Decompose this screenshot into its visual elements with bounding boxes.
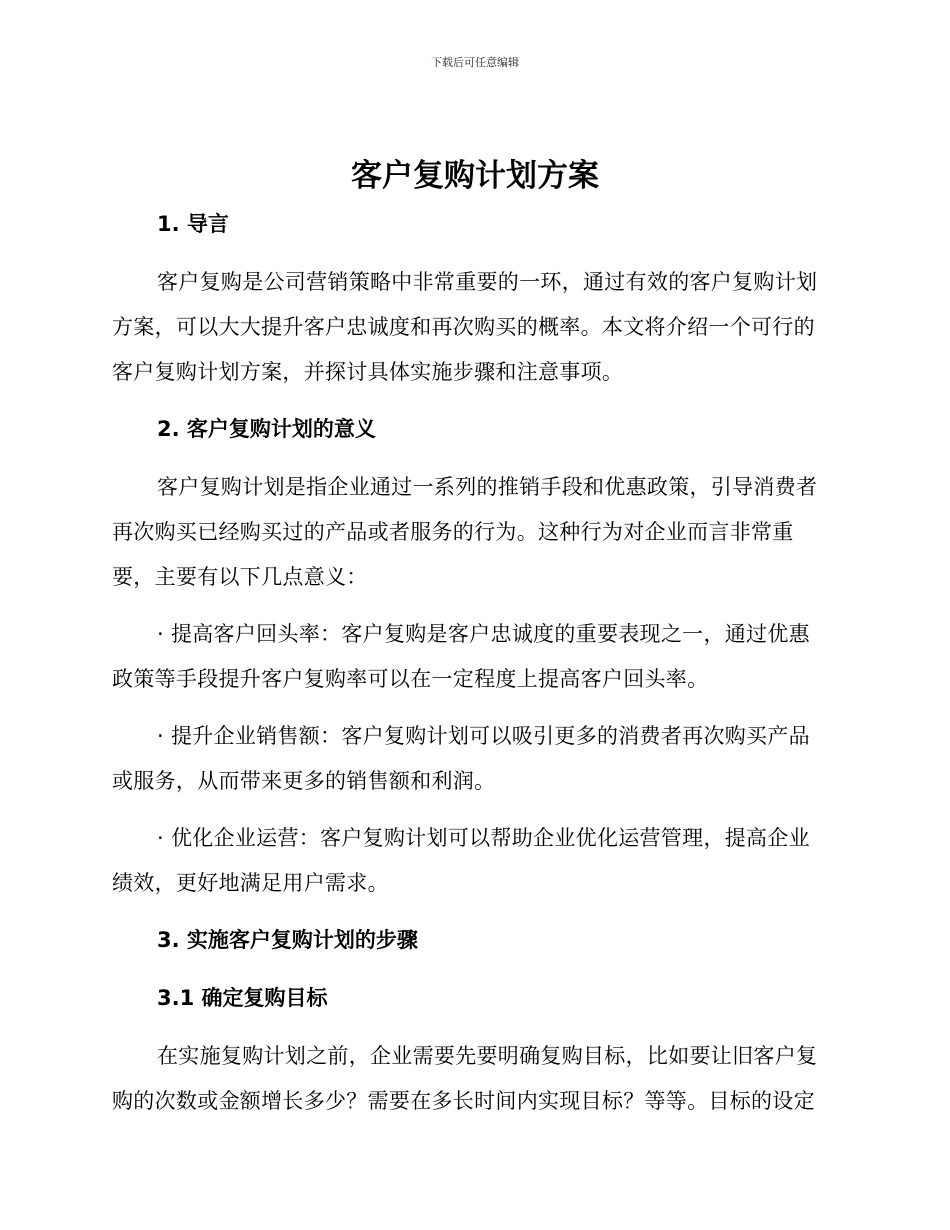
bullet-line: 绩效，更好地满足用户需求。: [112, 871, 389, 895]
section-heading-meaning: 2. 客户复购计划的意义: [157, 417, 376, 441]
section-heading-intro: 1. 导言: [157, 212, 229, 236]
paragraph-line: 购的次数或金额增长多少？需要在多长时间内实现目标？等等。目标的设定: [112, 1089, 815, 1113]
paragraph-line: 方案，可以大大提升客户忠诚度和再次购买的概率。本文将介绍一个可行的: [112, 315, 815, 339]
paragraph-line: 客户复购计划是指企业通过一系列的推销手段和优惠政策，引导消费者: [157, 475, 818, 499]
bullet-line: · 优化企业运营：客户复购计划可以帮助企业优化运营管理，提高企业: [157, 826, 810, 850]
bullet-line: · 提高客户回头率：客户复购是客户忠诚度的重要表现之一，通过优惠: [157, 622, 810, 646]
paragraph-line: 客户复购计划方案，并探讨具体实施步骤和注意事项。: [112, 360, 624, 384]
bullet-line: · 提升企业销售额：客户复购计划可以吸引更多的消费者再次购买产品: [157, 724, 810, 748]
paragraph-line: 客户复购是公司营销策略中非常重要的一环，通过有效的客户复购计划: [157, 270, 818, 294]
bullet-line: 政策等手段提升客户复购率可以在一定程度上提高客户回头率。: [112, 667, 709, 691]
paragraph-line: 再次购买已经购买过的产品或者服务的行为。这种行为对企业而言非常重: [112, 520, 794, 544]
section-heading-steps: 3. 实施客户复购计划的步骤: [157, 928, 418, 952]
paragraph-line: 要，主要有以下几点意义：: [112, 565, 368, 589]
bullet-line: 或服务，从而带来更多的销售额和利润。: [112, 769, 496, 793]
paragraph-line: 在实施复购计划之前，企业需要先要明确复购目标，比如要让旧客户复: [157, 1044, 818, 1068]
header-note: 下载后可任意编辑: [431, 56, 519, 69]
sub-heading-goal: 3.1 确定复购目标: [157, 986, 328, 1010]
document-title: 客户复购计划方案: [351, 158, 599, 194]
